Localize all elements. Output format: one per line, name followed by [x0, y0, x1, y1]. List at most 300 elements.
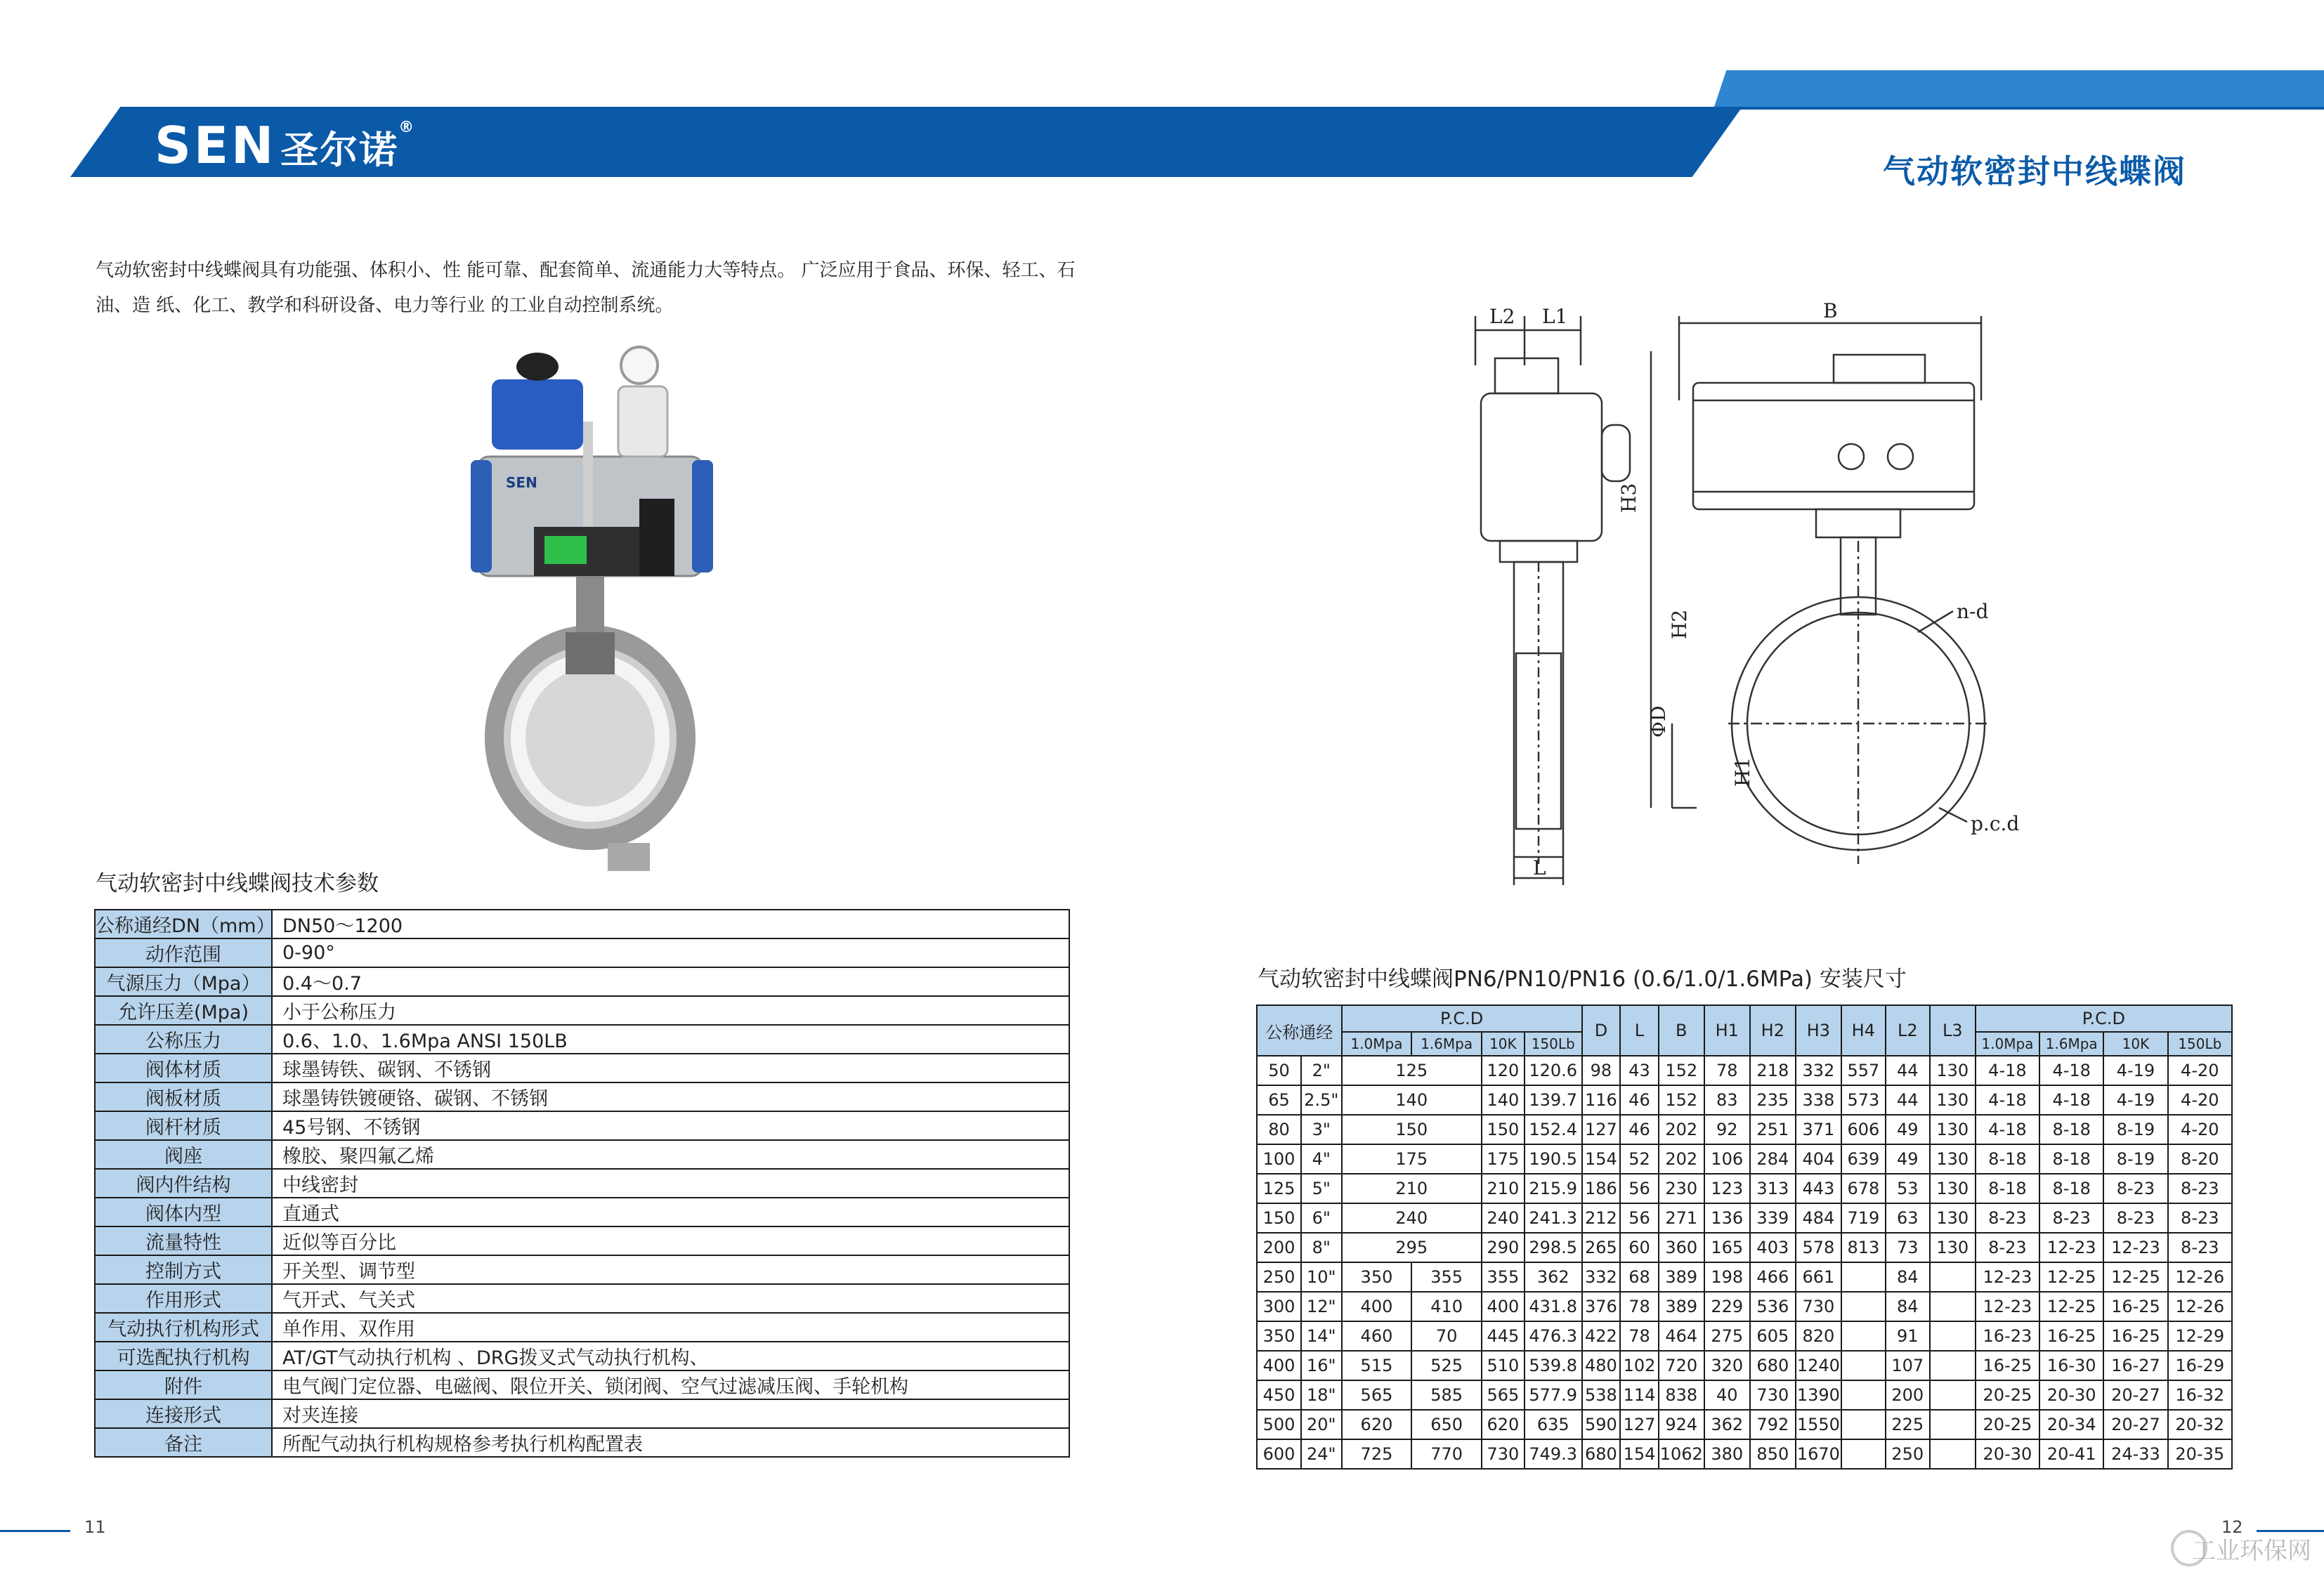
cell-L2: 91: [1886, 1321, 1930, 1351]
cell-dn: 600: [1257, 1439, 1301, 1469]
cell-n1: 8-23: [1976, 1233, 2039, 1262]
cell-L3: [1930, 1380, 1976, 1410]
page-title: 气动软密封中线蝶阀: [1883, 152, 2186, 190]
cell-H1: 123: [1704, 1174, 1750, 1203]
cell-H4: [1841, 1410, 1886, 1439]
cell-D: 680: [1582, 1439, 1621, 1469]
cell-n2: 20-41: [2039, 1439, 2103, 1469]
cell-dn: 80: [1257, 1115, 1301, 1144]
table-row: [1257, 1262, 2232, 1292]
cell-n2: 4-18: [2039, 1056, 2103, 1085]
cell-n3: 4-19: [2103, 1085, 2167, 1115]
cell-p16: 525: [1411, 1351, 1482, 1380]
cell-k10: 210: [1482, 1174, 1525, 1203]
cell-n3: 8-23: [2103, 1203, 2167, 1233]
cell-n2: 12-23: [2039, 1233, 2103, 1262]
col-subheader: 10K: [1482, 1032, 1525, 1056]
label-phiD: ΦD: [1647, 705, 1670, 738]
table-row: [1257, 1292, 2232, 1321]
cell-p10: 350: [1342, 1262, 1412, 1292]
cell-lb: 298.5: [1525, 1233, 1582, 1262]
param-value: 球墨铸铁、碳钢、不锈钢: [272, 1054, 1069, 1082]
cell-L3: [1930, 1262, 1976, 1292]
cell-H1: 78: [1704, 1056, 1750, 1085]
cell-D: 154: [1582, 1144, 1621, 1174]
table-row: [1257, 1410, 2232, 1439]
param-value: 橡胶、聚四氟乙烯: [272, 1140, 1069, 1169]
param-value: 直通式: [272, 1198, 1069, 1226]
cell-L3: [1930, 1321, 1976, 1351]
page-number-left: 11: [84, 1517, 106, 1537]
cell-H1: 362: [1704, 1410, 1750, 1439]
cell-lb: 539.8: [1525, 1351, 1582, 1380]
cell-n2: 16-25: [2039, 1321, 2103, 1351]
cell-n2: 12-25: [2039, 1262, 2103, 1292]
cell-H2: 605: [1750, 1321, 1796, 1351]
cell-dn: 65: [1257, 1085, 1301, 1115]
label-H2: H2: [1668, 609, 1691, 639]
param-value: 单作用、双作用: [272, 1313, 1069, 1342]
cell-L3: [1930, 1410, 1976, 1439]
table-row: [1257, 1380, 2232, 1410]
cell-k10: 140: [1482, 1085, 1525, 1115]
cell-H2: 730: [1750, 1380, 1796, 1410]
cell-H4: 606: [1841, 1115, 1886, 1144]
param-label: 控制方式: [95, 1255, 272, 1284]
page-number-right: 12: [2221, 1517, 2243, 1537]
cell-p10: 210: [1342, 1174, 1482, 1203]
cell-D: 422: [1582, 1321, 1621, 1351]
cell-inch: 5": [1301, 1174, 1342, 1203]
cell-H3: 443: [1796, 1174, 1841, 1203]
param-value: 0.4～0.7: [272, 967, 1069, 996]
cell-lb: 431.8: [1525, 1292, 1582, 1321]
table-row: [95, 967, 1069, 996]
col-subheader: 10K: [2103, 1032, 2167, 1056]
cell-L3: 130: [1930, 1233, 1976, 1262]
cell-H2: 850: [1750, 1439, 1796, 1469]
cell-dn: 100: [1257, 1144, 1301, 1174]
cell-n2: 4-18: [2039, 1085, 2103, 1115]
brand-cn: 圣尔诺: [280, 128, 399, 172]
cell-B: 389: [1659, 1292, 1704, 1321]
cell-D: 376: [1582, 1292, 1621, 1321]
cell-H2: 339: [1750, 1203, 1796, 1233]
col-header-B: B: [1659, 1005, 1704, 1056]
cell-B: 389: [1659, 1262, 1704, 1292]
cell-p10: 515: [1342, 1351, 1412, 1380]
param-value: 近似等百分比: [272, 1226, 1069, 1255]
position-indicator: [516, 353, 559, 381]
leader-pcd: [1939, 808, 1967, 822]
cell-B: 230: [1659, 1174, 1704, 1203]
cell-n3: 16-25: [2103, 1292, 2167, 1321]
limit-switch-box: [492, 379, 583, 450]
cell-lb: 190.5: [1525, 1144, 1582, 1174]
col-header-dn: 公称通经: [1257, 1005, 1342, 1056]
cell-n4: 4-20: [2168, 1085, 2232, 1115]
table-row: [1257, 1439, 2232, 1469]
cell-k10: 175: [1482, 1144, 1525, 1174]
solenoid-coil: [639, 499, 674, 576]
cell-H2: 284: [1750, 1144, 1796, 1174]
cell-n4: 8-23: [2168, 1174, 2232, 1203]
cell-H4: 557: [1841, 1056, 1886, 1085]
table-row: [1257, 1321, 2232, 1351]
col-subheader: 1.0Mpa: [1342, 1032, 1412, 1056]
cell-n1: 12-23: [1976, 1262, 2039, 1292]
cell-D: 116: [1582, 1085, 1621, 1115]
cell-L3: [1930, 1439, 1976, 1469]
cell-n2: 16-30: [2039, 1351, 2103, 1380]
header-band-light: [1714, 70, 2324, 107]
col-header-H3: H3: [1796, 1005, 1841, 1056]
air-tube: [583, 421, 593, 527]
cell-inch: 14": [1301, 1321, 1342, 1351]
cell-L2: 107: [1886, 1351, 1930, 1380]
cell-H4: [1841, 1262, 1886, 1292]
param-label: 阀内件结构: [95, 1169, 272, 1198]
cell-L3: 130: [1930, 1174, 1976, 1203]
cell-n4: 4-20: [2168, 1115, 2232, 1144]
front-actuator: [1693, 383, 1974, 509]
cell-inch: 2.5": [1301, 1085, 1342, 1115]
cell-n2: 12-25: [2039, 1292, 2103, 1321]
cell-L2: 73: [1886, 1233, 1930, 1262]
cell-n4: 4-20: [2168, 1056, 2232, 1085]
cell-p16: 355: [1411, 1262, 1482, 1292]
cell-H2: 313: [1750, 1174, 1796, 1203]
cell-n4: 16-29: [2168, 1351, 2232, 1380]
cell-L: 68: [1620, 1262, 1659, 1292]
cell-L2: 250: [1886, 1439, 1930, 1469]
cell-dn: 150: [1257, 1203, 1301, 1233]
cell-n4: 20-35: [2168, 1439, 2232, 1469]
side-port: [1602, 425, 1630, 481]
cell-B: 1062: [1659, 1439, 1704, 1469]
cell-H1: 198: [1704, 1262, 1750, 1292]
side-actuator: [1481, 393, 1602, 541]
label-L1: L1: [1542, 305, 1568, 328]
cell-H3: 332: [1796, 1056, 1841, 1085]
cell-L2: 84: [1886, 1292, 1930, 1321]
cell-L: 102: [1620, 1351, 1659, 1380]
cell-p16: 585: [1411, 1380, 1482, 1410]
cell-dn: 400: [1257, 1351, 1301, 1380]
cell-H4: [1841, 1321, 1886, 1351]
label-L: L: [1533, 856, 1546, 879]
cell-H2: 251: [1750, 1115, 1796, 1144]
cell-H1: 92: [1704, 1115, 1750, 1144]
cell-L2: 44: [1886, 1085, 1930, 1115]
cell-n1: 8-23: [1976, 1203, 2039, 1233]
cell-H2: 466: [1750, 1262, 1796, 1292]
cell-H3: 1550: [1796, 1410, 1841, 1439]
cell-k10: 620: [1482, 1410, 1525, 1439]
cell-n3: 8-19: [2103, 1144, 2167, 1174]
cell-L2: 84: [1886, 1262, 1930, 1292]
cell-n2: 8-18: [2039, 1174, 2103, 1203]
cell-H2: 680: [1750, 1351, 1796, 1380]
filter-regulator: [618, 386, 667, 457]
param-label: 备注: [95, 1428, 272, 1457]
params-table: [94, 909, 1070, 1458]
table-row: [1257, 1233, 2232, 1262]
table-row: [95, 1284, 1069, 1313]
cell-L2: 53: [1886, 1174, 1930, 1203]
param-value: 球墨铸铁镀硬铬、碳钢、不锈钢: [272, 1082, 1069, 1111]
cell-lb: 215.9: [1525, 1174, 1582, 1203]
param-label: 公称压力: [95, 1025, 272, 1054]
cell-n4: 12-26: [2168, 1292, 2232, 1321]
cell-k10: 400: [1482, 1292, 1525, 1321]
cell-L: 114: [1620, 1380, 1659, 1410]
cell-n3: 12-25: [2103, 1262, 2167, 1292]
cell-dn: 500: [1257, 1410, 1301, 1439]
table-row: [1257, 1144, 2232, 1174]
cell-n3: 16-25: [2103, 1321, 2167, 1351]
cell-L: 56: [1620, 1174, 1659, 1203]
param-value: 气开式、气关式: [272, 1284, 1069, 1313]
cell-lb: 152.4: [1525, 1115, 1582, 1144]
cell-n3: 16-27: [2103, 1351, 2167, 1380]
cell-H1: 106: [1704, 1144, 1750, 1174]
cell-n1: 20-25: [1976, 1380, 2039, 1410]
table-row: [95, 1399, 1069, 1428]
cell-n2: 8-18: [2039, 1144, 2103, 1174]
valve-coupler: [566, 632, 615, 674]
cell-p10: 125: [1342, 1056, 1482, 1085]
param-label: 阀体内型: [95, 1198, 272, 1226]
cell-B: 202: [1659, 1144, 1704, 1174]
cell-L: 46: [1620, 1115, 1659, 1144]
cell-D: 590: [1582, 1410, 1621, 1439]
cell-p10: 240: [1342, 1203, 1482, 1233]
cell-B: 360: [1659, 1233, 1704, 1262]
table-row: [95, 1313, 1069, 1342]
cell-L: 78: [1620, 1292, 1659, 1321]
cell-p10: 140: [1342, 1085, 1482, 1115]
cell-n2: 20-34: [2039, 1410, 2103, 1439]
table-row: [95, 1169, 1069, 1198]
cell-p10: 295: [1342, 1233, 1482, 1262]
cell-lb: 241.3: [1525, 1203, 1582, 1233]
cell-L2: 225: [1886, 1410, 1930, 1439]
table-row: [95, 1025, 1069, 1054]
col-subheader: 1.6Mpa: [1411, 1032, 1482, 1056]
cell-H4: 678: [1841, 1174, 1886, 1203]
cell-H4: 573: [1841, 1085, 1886, 1115]
cell-p10: 725: [1342, 1439, 1412, 1469]
cell-H3: 338: [1796, 1085, 1841, 1115]
cell-n1: 12-23: [1976, 1292, 2039, 1321]
label-B: B: [1823, 302, 1838, 322]
param-value: 对夹连接: [272, 1399, 1069, 1428]
cell-n1: 16-25: [1976, 1351, 2039, 1380]
cell-n4: 8-23: [2168, 1203, 2232, 1233]
cell-B: 152: [1659, 1085, 1704, 1115]
dims-table: [1256, 1005, 2233, 1470]
cell-H2: 536: [1750, 1292, 1796, 1321]
cell-H1: 380: [1704, 1439, 1750, 1469]
col-header-pcd2: P.C.D: [1976, 1005, 2232, 1032]
cell-n3: 24-33: [2103, 1439, 2167, 1469]
cell-k10: 730: [1482, 1439, 1525, 1469]
cell-D: 127: [1582, 1115, 1621, 1144]
param-value: 中线密封: [272, 1169, 1069, 1198]
param-value: 0-90°: [272, 938, 1069, 967]
table-row: [95, 1111, 1069, 1140]
cell-L: 56: [1620, 1203, 1659, 1233]
cell-n1: 16-23: [1976, 1321, 2039, 1351]
table-row: [95, 1082, 1069, 1111]
col-header-pcd: P.C.D: [1342, 1005, 1582, 1032]
cell-L3: 130: [1930, 1085, 1976, 1115]
cell-L3: 130: [1930, 1203, 1976, 1233]
footer-line-left: [0, 1530, 70, 1532]
cell-inch: 18": [1301, 1380, 1342, 1410]
cell-H4: 639: [1841, 1144, 1886, 1174]
cell-H3: 578: [1796, 1233, 1841, 1262]
param-label: 气动执行机构形式: [95, 1313, 272, 1342]
cell-B: 720: [1659, 1351, 1704, 1380]
cell-n1: 8-18: [1976, 1144, 2039, 1174]
param-label: 阀座: [95, 1140, 272, 1169]
col-header-L: L: [1620, 1005, 1659, 1056]
param-label: 公称通经DN（mm）: [95, 910, 272, 938]
param-value: DN50～1200: [272, 910, 1069, 938]
param-label: 阀杆材质: [95, 1111, 272, 1140]
intro-text: 气动软密封中线蝶阀具有功能强、体积小、性 能可靠、配套简单、流通能力大等特点。 广泛应用于食品、环保、轻工、石油、造 纸、化工、教学和科研设备、电力等行业 的工业自动控制系统。: [96, 260, 1076, 316]
cell-H3: 484: [1796, 1203, 1841, 1233]
cell-dn: 250: [1257, 1262, 1301, 1292]
cell-L: 60: [1620, 1233, 1659, 1262]
valve-foot: [608, 843, 650, 871]
table-row: [95, 938, 1069, 967]
cell-inch: 3": [1301, 1115, 1342, 1144]
cell-n3: 4-19: [2103, 1056, 2167, 1085]
cell-lb: 476.3: [1525, 1321, 1582, 1351]
cell-H1: 229: [1704, 1292, 1750, 1321]
cell-L: 43: [1620, 1056, 1659, 1085]
param-label: 动作范围: [95, 938, 272, 967]
cell-L2: 200: [1886, 1380, 1930, 1410]
cell-k10: 120: [1482, 1056, 1525, 1085]
col-header-H4: H4: [1841, 1005, 1886, 1056]
cell-p10: 175: [1342, 1144, 1482, 1174]
cell-D: 212: [1582, 1203, 1621, 1233]
table-row: [1257, 1174, 2232, 1203]
label-pcd: p.c.d: [1971, 812, 2020, 835]
cell-H1: 40: [1704, 1380, 1750, 1410]
param-label: 流量特性: [95, 1226, 272, 1255]
cell-dn: 200: [1257, 1233, 1301, 1262]
pressure-gauge: [621, 347, 658, 384]
cell-H3: 1670: [1796, 1439, 1841, 1469]
cell-k10: 240: [1482, 1203, 1525, 1233]
cell-p10: 150: [1342, 1115, 1482, 1144]
cell-H1: 83: [1704, 1085, 1750, 1115]
cell-L3: 130: [1930, 1056, 1976, 1085]
cell-B: 464: [1659, 1321, 1704, 1351]
product-photo: [450, 337, 731, 878]
cell-L3: 130: [1930, 1144, 1976, 1174]
label-H1: H1: [1731, 757, 1754, 787]
cell-n1: 4-18: [1976, 1085, 2039, 1115]
table-row: [95, 996, 1069, 1025]
table-row: [95, 1255, 1069, 1284]
cell-D: 480: [1582, 1351, 1621, 1380]
col-subheader: 150Lb: [1525, 1032, 1582, 1056]
col-header-L2: L2: [1886, 1005, 1930, 1056]
cell-n2: 8-18: [2039, 1115, 2103, 1144]
cell-lb: 139.7: [1525, 1085, 1582, 1115]
table-row: [1257, 1056, 2232, 1085]
registered-mark: ®: [398, 119, 417, 136]
cell-H2: 403: [1750, 1233, 1796, 1262]
table-row: [1257, 1115, 2232, 1144]
cell-D: 98: [1582, 1056, 1621, 1085]
cell-H4: 813: [1841, 1233, 1886, 1262]
col-subheader: 1.6Mpa: [2039, 1032, 2103, 1056]
param-value: 电气阀门定位器、电磁阀、限位开关、锁闭阀、空气过滤减压阀、手轮机构: [272, 1370, 1069, 1399]
cell-n4: 8-20: [2168, 1144, 2232, 1174]
side-top-cap: [1495, 358, 1558, 393]
cell-H3: 371: [1796, 1115, 1841, 1144]
actuator-brand-label: SEN: [506, 474, 537, 491]
table-row: [1257, 1351, 2232, 1380]
col-header-D: D: [1582, 1005, 1621, 1056]
param-label: 可选配执行机构: [95, 1342, 272, 1370]
watermark-text: 工业环保网: [2192, 1537, 2311, 1565]
table-row: [95, 1226, 1069, 1255]
actuator-cap-right: [692, 460, 713, 572]
label-H3: H3: [1617, 483, 1640, 513]
cell-dn: 350: [1257, 1321, 1301, 1351]
cell-inch: 10": [1301, 1262, 1342, 1292]
cell-p16: 410: [1411, 1292, 1482, 1321]
cell-lb: 577.9: [1525, 1380, 1582, 1410]
param-label: 连接形式: [95, 1399, 272, 1428]
params-title: 气动软密封中线蝶阀技术参数: [96, 871, 379, 896]
cell-inch: 2": [1301, 1056, 1342, 1085]
param-value: 45号钢、不锈钢: [272, 1111, 1069, 1140]
param-label: 附件: [95, 1370, 272, 1399]
cell-n1: 20-30: [1976, 1439, 2039, 1469]
cell-inch: 20": [1301, 1410, 1342, 1439]
col-header-H2: H2: [1750, 1005, 1796, 1056]
cell-lb: 749.3: [1525, 1439, 1582, 1469]
cell-n4: 8-23: [2168, 1233, 2232, 1262]
label-L2: L2: [1489, 305, 1515, 328]
cell-n3: 12-23: [2103, 1233, 2167, 1262]
cell-B: 271: [1659, 1203, 1704, 1233]
param-label: 气源压力（Mpa）: [95, 967, 272, 996]
cell-dn: 450: [1257, 1380, 1301, 1410]
cell-inch: 16": [1301, 1351, 1342, 1380]
cell-L: 52: [1620, 1144, 1659, 1174]
table-row: [95, 1054, 1069, 1082]
cell-n1: 4-18: [1976, 1115, 2039, 1144]
param-value: 所配气动执行机构规格参考执行机构配置表: [272, 1428, 1069, 1457]
cell-p16: 770: [1411, 1439, 1482, 1469]
param-value: 小于公称压力: [272, 996, 1069, 1025]
front-top-cap: [1834, 355, 1925, 383]
param-label: 阀体材质: [95, 1054, 272, 1082]
cell-lb: 635: [1525, 1410, 1582, 1439]
cell-H4: [1841, 1439, 1886, 1469]
cell-H3: 661: [1796, 1262, 1841, 1292]
